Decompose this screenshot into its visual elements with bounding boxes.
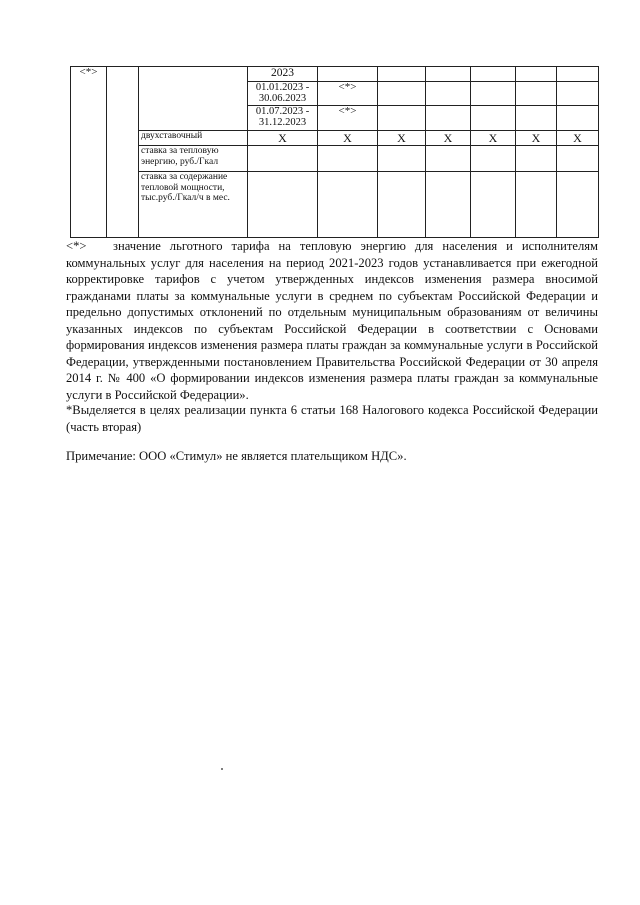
footnote — [66, 238, 598, 403]
remark: Примечание: ООО «Стимул» не является плательщиком НДС». — [66, 449, 407, 463]
footnote-text: значение льготного тарифа на тепловую энергию для населения и исполнителям коммунальных услуг для населения на период 2021-2023 годов устанавливается при ежегодной корректировке тарифов с учетом утвержденных индексов изменения размера вносимой гражданами платы за коммунальные услуги в среднем по субъектам Российской Федерации и предельно допустимых отклонений по отдельным муниципальным образованиям от величины указанных индексов по субъектам Российской Федерации в соответствии с Основами формирования индексов изменения размера платы граждан за коммунальные услуги в Российской Федерации, утвержденными постановлением Правительства Российской Федерации от 30 апреля 2014 г. № 400 «О формировании индексов изменения размера платы граждан за коммунальные услуги в Российской Федерации». — [66, 239, 598, 402]
footnote-marker: <*> — [66, 239, 87, 253]
table-x-mark: Х — [471, 131, 516, 146]
table-x-mark: Х — [378, 131, 426, 146]
table-empty-col — [107, 67, 139, 238]
tariff-table — [70, 66, 599, 238]
vat-note: *Выделяется в целях реализации пункта 6 статьи 168 Налогового кодекса Российской Федерации (часть вторая) — [66, 403, 598, 434]
table-period-2: 01.07.2023 - 31.12.2023 — [248, 106, 318, 131]
table-two-part-label: двухставочный — [139, 131, 248, 146]
table-x-mark: Х — [318, 131, 378, 146]
table-heat-rate-label: ставка за тепловую энергию, руб./Гкал — [139, 146, 248, 172]
table-asterisk: <*> — [318, 82, 378, 106]
table-asterisk: <*> — [79, 66, 98, 78]
table-period-1: 01.01.2023 - 30.06.2023 — [248, 82, 318, 106]
speck — [221, 768, 223, 770]
table-asterisk: <*> — [318, 106, 378, 131]
table-year: 2023 — [248, 67, 318, 82]
table-x-mark: Х — [248, 131, 318, 146]
table-empty-label-cell — [139, 67, 248, 131]
table-x-mark: Х — [516, 131, 557, 146]
table-x-mark: Х — [426, 131, 471, 146]
table-capacity-rate-label: ставка за содержание тепловой мощности, тыс.руб./Гкал/ч в мес. — [139, 172, 248, 238]
table-marker-cell — [71, 67, 107, 238]
table-x-mark: Х — [557, 131, 599, 146]
